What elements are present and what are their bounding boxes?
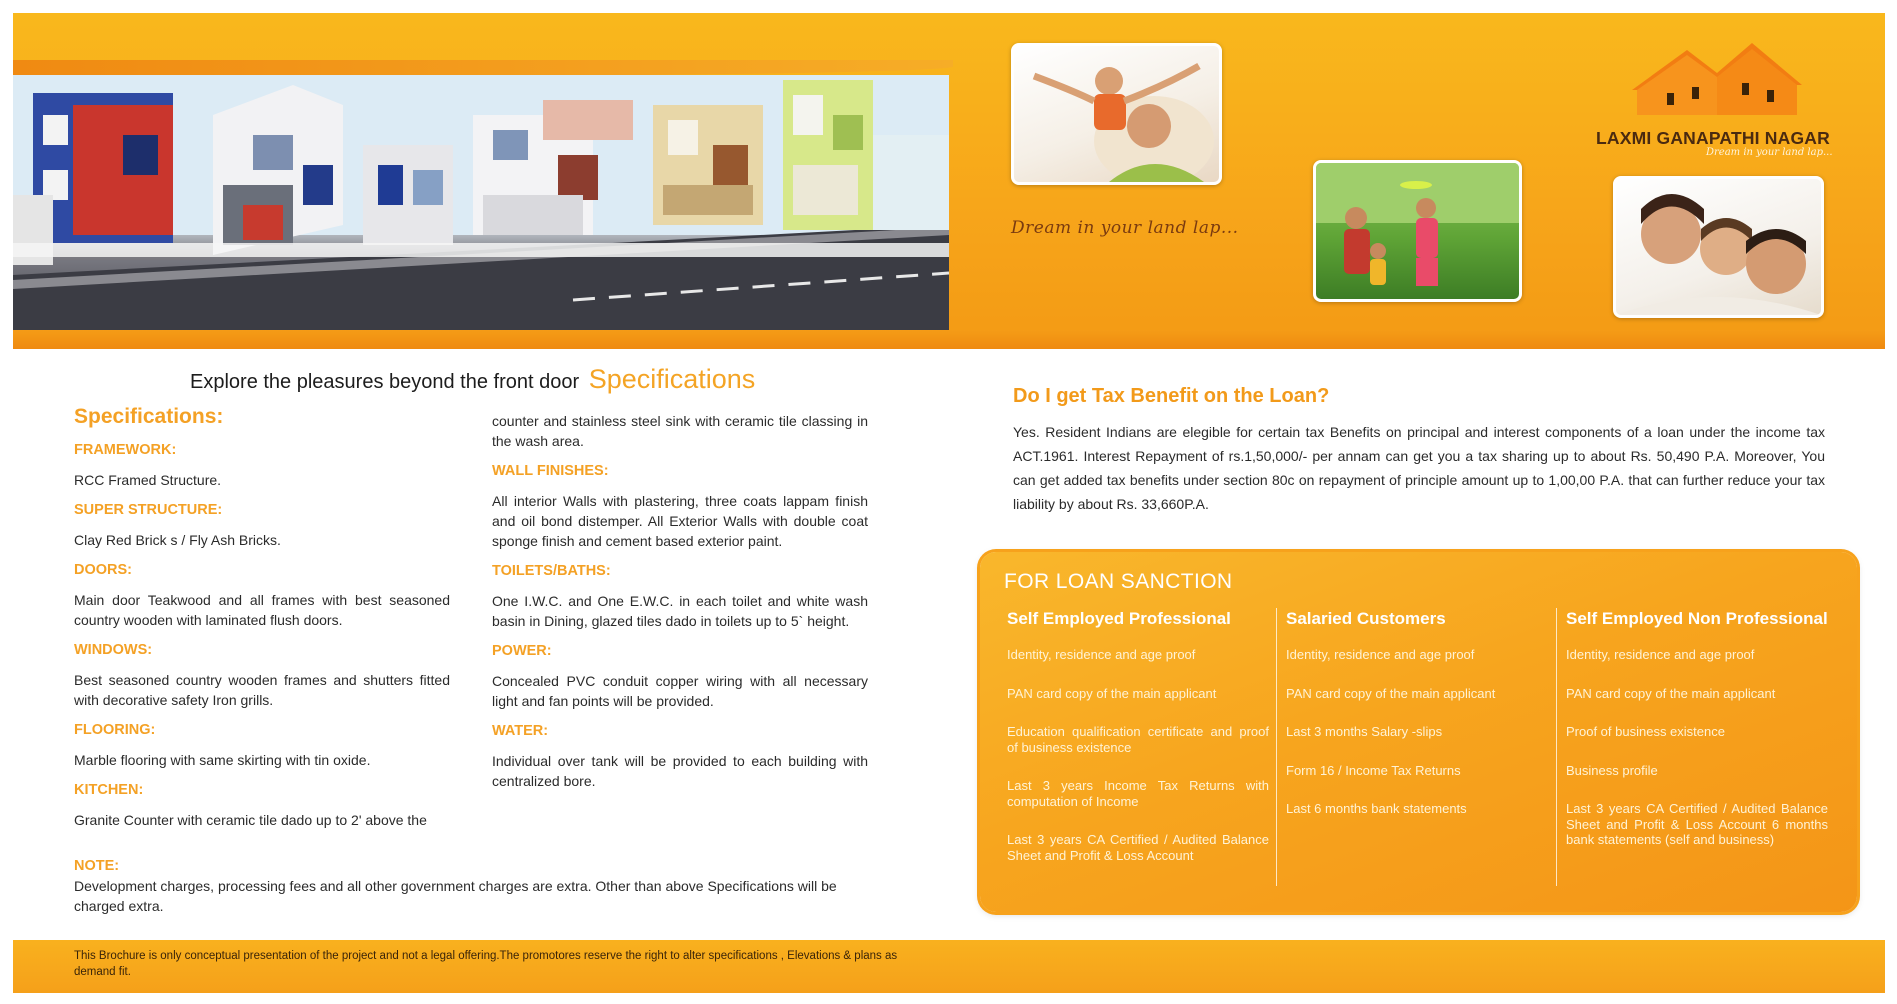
spec-label: WATER: [492, 723, 549, 739]
loan-requirement: Identity, residence and age proof [1007, 647, 1196, 662]
spec-text: All interior Walls with plastering, three coats lappam finish and oil bond distemper. All Exterior Walls with double coat sponge finish and cement based exterior paint. [492, 493, 868, 549]
loan-column-heading: Self Employed Non Professional [1566, 609, 1828, 628]
loan-requirement: Business profile [1566, 762, 1658, 778]
specifications-heading [190, 364, 755, 395]
spec-toilets-baths [492, 561, 868, 631]
spec-super-structure [74, 500, 450, 550]
portrait-photo-graphic [1616, 179, 1821, 315]
loan-column-self-employed-professional [1007, 605, 1269, 886]
loan-requirement: Identity, residence and age proof [1286, 647, 1475, 662]
tax-benefit-title: Do I get Tax Benefit on the Loan? [1013, 385, 1330, 407]
loan-requirement: Last 6 months bank statements [1286, 801, 1467, 816]
spec-text: One I.W.C. and One E.W.C. in each toilet and white wash basin in Dining, glazed tiles dado in toilets up to 5` height. [492, 593, 868, 629]
spec-label: POWER: [492, 643, 552, 659]
loan-requirement: PAN card copy of the main applicant [1566, 685, 1776, 701]
brand-tagline: Dream in your land lap... [1706, 147, 1833, 158]
spec-text: Granite Counter with ceramic tile dado up to 2' above the [74, 812, 427, 828]
spec-water [492, 721, 868, 791]
spec-label: WALL FINISHES: [492, 463, 609, 479]
note-text: Development charges, processing fees and all other government charges are extra. Other than above Specifications will be charged extra. [74, 878, 837, 914]
spec-windows [74, 640, 450, 710]
loan-column-self-employed-non-professional [1566, 605, 1828, 871]
houses-illustration-graphic [13, 75, 949, 330]
brand-name: LAXMI GANAPATHI NAGAR [1596, 128, 1830, 148]
spec-text: RCC Framed Structure. [74, 472, 222, 488]
spec-power [492, 641, 868, 711]
banner-bottom-strip [13, 330, 1885, 349]
specifications-column-2 [492, 411, 868, 801]
park-photo-graphic [1316, 163, 1519, 299]
heading-lead: Explore the pleasures beyond the front door [190, 371, 580, 393]
spec-doors [74, 560, 450, 630]
spec-label: FRAMEWORK: [74, 442, 177, 458]
spec-label: FLOORING: [74, 722, 156, 738]
spec-text: Concealed PVC conduit copper wiring with all necessary light and fan points will be provided. [492, 673, 868, 709]
spec-text: Clay Red Brick s / Fly Ash Bricks. [74, 532, 281, 548]
spec-text: Marble flooring with same skirting with tin oxide. [74, 752, 371, 768]
loan-requirement: Last 3 months Salary -slips [1286, 724, 1443, 739]
column-divider [1556, 608, 1557, 886]
loan-column-heading: Salaried Customers [1286, 609, 1446, 628]
spec-label: KITCHEN: [74, 782, 144, 798]
spec-kitchen [74, 780, 450, 830]
specifications-note [74, 856, 884, 916]
spec-framework [74, 440, 450, 490]
specifications-title: Specifications: [74, 405, 224, 428]
loan-requirement: PAN card copy of the main applicant [1007, 685, 1217, 701]
spec-text: Main door Teakwood and all frames with best seasoned country wooden with laminated flush doors. [74, 592, 450, 628]
spec-label: SUPER STRUCTURE: [74, 502, 223, 518]
loan-requirement: Proof of business existence [1566, 724, 1725, 739]
loan-requirement: Form 16 / Income Tax Returns [1286, 762, 1461, 778]
houses-illustration [13, 75, 949, 330]
spec-text: Individual over tank will be provided to each building with centralized bore. [492, 753, 868, 789]
loan-requirement: Last 3 years Income Tax Returns with computation of Income [1007, 778, 1269, 809]
spec-text: Best seasoned country wooden frames and shutters fitted with decorative safety Iron grills. [74, 672, 450, 708]
specifications-column-1 [74, 440, 450, 840]
house-roof-logo-icon [1592, 35, 1852, 135]
spec-label: TOILETS/BATHS: [492, 563, 611, 579]
loan-requirement: Last 3 years CA Certified / Audited Balance Sheet and Profit & Loss Account 6 months bank statements (self and business) [1566, 801, 1828, 847]
spec-flooring [74, 720, 450, 770]
loan-column-heading: Self Employed Professional [1007, 609, 1231, 628]
heading-accent: Specifications [588, 364, 756, 394]
spec-label: WINDOWS: [74, 642, 153, 658]
loan-requirement: Last 3 years CA Certified / Audited Balance Sheet and Profit & Loss Account [1007, 832, 1269, 863]
spec-label: DOORS: [74, 562, 132, 578]
spec-wall-finishes [492, 461, 868, 551]
banner-tagline: Dream in your land lap... [1011, 218, 1239, 238]
note-label: NOTE: [74, 858, 120, 874]
family-photo-portrait [1613, 176, 1824, 318]
family-photo-graphic [1014, 46, 1219, 182]
column-divider [1276, 608, 1277, 886]
tax-benefit-body: Yes. Resident Indians are elegible for certain tax Benefits on principal and interest components of a loan under the income tax ACT.1961. Interest Repayment of rs.1,50,000/- per annam can get you a tax sharing up to about Rs. 50,490 P.A. Moreover, You can get added tax benefits under section 80c on repayment of principle amount up to 1,00,00 P.A. that can further reduce your tax liability by about Rs. 33,660P.A. [1013, 424, 1825, 512]
family-photo-park [1313, 160, 1522, 302]
family-photo-father-child [1011, 43, 1222, 185]
loan-requirement: Education qualification certificate and proof of business existence [1007, 724, 1269, 755]
loan-sanction-title: FOR LOAN SANCTION [1004, 570, 1233, 593]
loan-requirement: Identity, residence and age proof [1566, 647, 1755, 662]
spec-kitchen-continued: counter and stainless steel sink with ceramic tile classing in the wash area. [492, 413, 868, 449]
loan-requirement: PAN card copy of the main applicant [1286, 685, 1496, 701]
loan-column-salaried-customers [1286, 605, 1548, 840]
footer-disclaimer: This Brochure is only conceptual presentation of the project and not a legal offering.The promotores reserve the right to alter specifications , Elevations & plans as demand fit. [74, 950, 898, 978]
